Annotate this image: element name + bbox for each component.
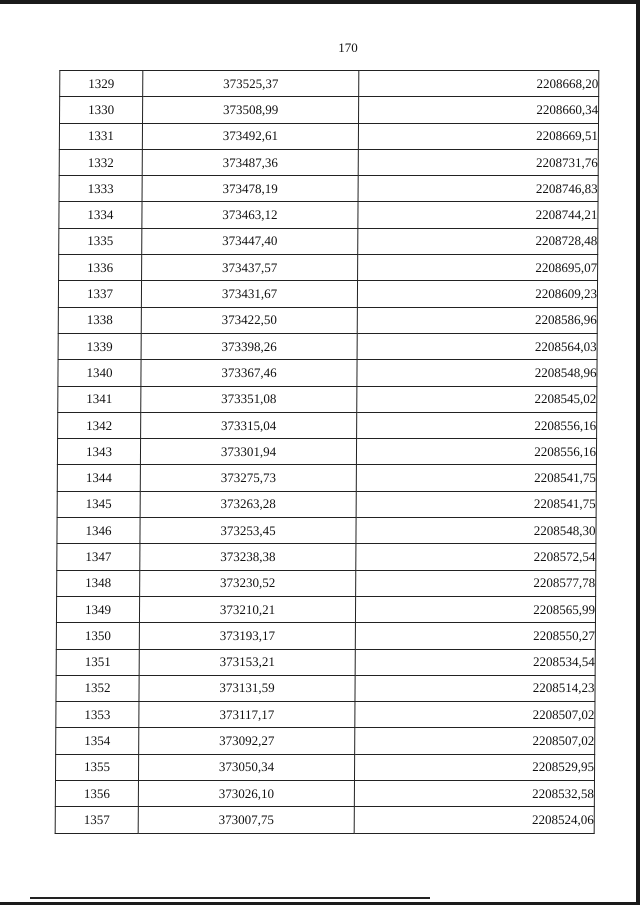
y-coordinate-cell: 2208541,75	[356, 491, 596, 517]
point-number-cell: 1349	[56, 596, 139, 622]
table-row	[57, 544, 596, 570]
point-number-cell: 1330	[60, 97, 143, 123]
table-row	[57, 491, 596, 517]
table-row	[57, 465, 596, 491]
x-coordinate-cell: 373153,21	[139, 649, 355, 675]
point-number-cell: 1331	[59, 123, 142, 149]
x-coordinate-cell: 373478,19	[142, 176, 358, 202]
point-number-cell: 1336	[59, 255, 142, 281]
point-number-cell: 1340	[58, 360, 141, 386]
x-coordinate-cell: 373117,17	[139, 702, 355, 728]
point-number-cell: 1354	[56, 728, 139, 754]
y-coordinate-cell: 2208731,76	[358, 149, 598, 175]
table-row	[55, 754, 594, 780]
x-coordinate-cell: 373301,94	[140, 439, 356, 465]
y-coordinate-cell: 2208507,02	[355, 728, 595, 754]
y-coordinate-cell: 2208514,23	[355, 675, 595, 701]
table-row	[57, 518, 596, 544]
table-row	[59, 228, 598, 254]
table-row	[59, 202, 598, 228]
y-coordinate-cell: 2208695,07	[358, 255, 598, 281]
point-number-cell: 1343	[57, 439, 140, 465]
x-coordinate-cell: 373275,73	[140, 465, 356, 491]
y-coordinate-cell: 2208545,02	[357, 386, 597, 412]
point-number-cell: 1345	[57, 491, 140, 517]
x-coordinate-cell: 373351,08	[141, 386, 357, 412]
table-row	[60, 71, 599, 97]
x-coordinate-cell: 373447,40	[142, 228, 358, 254]
y-coordinate-cell: 2208529,95	[354, 754, 594, 780]
point-number-cell: 1341	[58, 386, 141, 412]
x-coordinate-cell: 373007,75	[138, 807, 354, 833]
y-coordinate-cell: 2208744,21	[358, 202, 598, 228]
y-coordinate-cell: 2208548,96	[357, 360, 597, 386]
table-row	[58, 386, 597, 412]
x-coordinate-cell: 373230,52	[140, 570, 356, 596]
point-number-cell: 1337	[58, 281, 141, 307]
coordinates-table	[55, 70, 600, 834]
y-coordinate-cell: 2208541,75	[356, 465, 596, 491]
point-number-cell: 1332	[59, 149, 142, 175]
y-coordinate-cell: 2208524,06	[354, 807, 594, 833]
table-row	[59, 255, 598, 281]
table-row	[58, 333, 597, 359]
x-coordinate-cell: 373092,27	[139, 728, 355, 754]
table-row	[57, 439, 596, 465]
y-coordinate-cell: 2208586,96	[357, 307, 597, 333]
table-row	[56, 675, 595, 701]
point-number-cell: 1342	[58, 412, 141, 438]
table-row	[59, 123, 598, 149]
point-number-cell: 1344	[57, 465, 140, 491]
table-row	[55, 781, 594, 807]
x-coordinate-cell: 373210,21	[139, 596, 355, 622]
y-coordinate-cell: 2208669,51	[358, 123, 598, 149]
y-coordinate-cell: 2208507,02	[355, 702, 595, 728]
table-row	[58, 360, 597, 386]
y-coordinate-cell: 2208728,48	[358, 228, 598, 254]
table-row	[57, 570, 596, 596]
x-coordinate-cell: 373422,50	[141, 307, 357, 333]
y-coordinate-cell: 2208577,78	[356, 570, 596, 596]
table-row	[56, 728, 595, 754]
point-number-cell: 1350	[56, 623, 139, 649]
x-coordinate-cell: 373525,37	[143, 71, 359, 97]
y-coordinate-cell: 2208532,58	[354, 781, 594, 807]
table-row	[60, 97, 599, 123]
page-number: 170	[338, 40, 358, 55]
point-number-cell: 1329	[60, 71, 143, 97]
point-number-cell: 1352	[56, 675, 139, 701]
point-number-cell: 1355	[55, 754, 138, 780]
point-number-cell: 1357	[55, 807, 138, 833]
table-row	[59, 176, 598, 202]
x-coordinate-cell: 373487,36	[142, 149, 358, 175]
x-coordinate-cell: 373508,99	[143, 97, 359, 123]
x-coordinate-cell: 373238,38	[140, 544, 356, 570]
table-row	[56, 649, 595, 675]
point-number-cell: 1347	[57, 544, 140, 570]
y-coordinate-cell: 2208572,54	[356, 544, 596, 570]
y-coordinate-cell: 2208668,20	[359, 71, 599, 97]
point-number-cell: 1335	[59, 228, 142, 254]
y-coordinate-cell: 2208556,16	[356, 439, 596, 465]
point-number-cell: 1334	[59, 202, 142, 228]
x-coordinate-cell: 373431,67	[141, 281, 357, 307]
table-row	[56, 623, 595, 649]
point-number-cell: 1348	[57, 570, 140, 596]
y-coordinate-cell: 2208550,27	[355, 623, 595, 649]
x-coordinate-cell: 373050,34	[138, 754, 354, 780]
x-coordinate-cell: 373193,17	[139, 623, 355, 649]
coordinates-table-body	[55, 71, 599, 834]
x-coordinate-cell: 373437,57	[142, 255, 358, 281]
scan-edge-right	[636, 0, 640, 905]
y-coordinate-cell: 2208609,23	[357, 281, 597, 307]
x-coordinate-cell: 373367,46	[141, 360, 357, 386]
y-coordinate-cell: 2208565,99	[355, 596, 595, 622]
point-number-cell: 1338	[58, 307, 141, 333]
y-coordinate-cell: 2208548,30	[356, 518, 596, 544]
x-coordinate-cell: 373253,45	[140, 518, 356, 544]
point-number-cell: 1351	[56, 649, 139, 675]
table-row	[58, 412, 597, 438]
table-row	[56, 702, 595, 728]
point-number-cell: 1353	[56, 702, 139, 728]
point-number-cell: 1356	[55, 781, 138, 807]
coordinates-table-wrapper	[55, 70, 600, 834]
table-row	[58, 281, 597, 307]
table-row	[56, 596, 595, 622]
x-coordinate-cell: 373463,12	[142, 202, 358, 228]
y-coordinate-cell: 2208564,03	[357, 333, 597, 359]
point-number-cell: 1346	[57, 518, 140, 544]
table-row	[55, 807, 594, 833]
x-coordinate-cell: 373492,61	[142, 123, 358, 149]
point-number-cell: 1333	[59, 176, 142, 202]
y-coordinate-cell: 2208746,83	[358, 176, 598, 202]
bottom-rule	[30, 897, 430, 899]
x-coordinate-cell: 373263,28	[140, 491, 356, 517]
scan-edge-top	[0, 0, 640, 4]
x-coordinate-cell: 373131,59	[139, 675, 355, 701]
x-coordinate-cell: 373398,26	[141, 333, 357, 359]
x-coordinate-cell: 373315,04	[141, 412, 357, 438]
y-coordinate-cell: 2208534,54	[355, 649, 595, 675]
y-coordinate-cell: 2208556,16	[357, 412, 597, 438]
y-coordinate-cell: 2208660,34	[359, 97, 599, 123]
table-row	[59, 149, 598, 175]
point-number-cell: 1339	[58, 333, 141, 359]
table-row	[58, 307, 597, 333]
x-coordinate-cell: 373026,10	[138, 781, 354, 807]
